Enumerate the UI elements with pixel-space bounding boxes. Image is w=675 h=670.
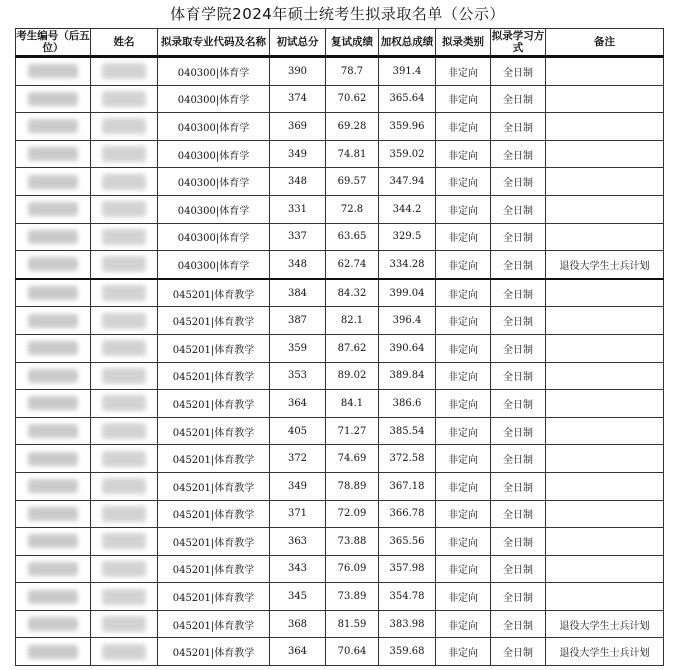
major-cell: 040300|体育学 <box>158 140 270 168</box>
retest-score-cell: 78.7 <box>326 57 379 86</box>
remark-cell <box>546 223 664 251</box>
candidate-id-cell-redacted <box>16 472 91 500</box>
redacted-block <box>102 313 146 329</box>
retest-score-cell: 82.1 <box>326 307 379 335</box>
initial-score-cell: 343 <box>270 555 326 583</box>
initial-score-cell: 353 <box>270 362 326 390</box>
remark-cell <box>546 113 664 141</box>
table-row <box>16 195 664 223</box>
candidate-id-cell-redacted <box>16 500 91 528</box>
study-mode-cell: 全日制 <box>491 57 546 86</box>
major-cell: 045201|体育教学 <box>158 279 270 307</box>
weighted-total-cell: 359.68 <box>379 638 436 666</box>
category-cell: 非定向 <box>436 251 491 279</box>
study-mode-cell: 全日制 <box>491 445 546 473</box>
candidate-id-cell-redacted <box>16 307 91 335</box>
remark-cell: 退役大学生士兵计划 <box>546 638 664 666</box>
retest-score-cell: 78.89 <box>326 472 379 500</box>
remark-cell <box>546 583 664 611</box>
weighted-total-cell: 329.5 <box>379 223 436 251</box>
major-cell: 045201|体育教学 <box>158 472 270 500</box>
category-cell: 非定向 <box>436 528 491 556</box>
table-row <box>16 555 664 583</box>
admission-table <box>15 28 664 666</box>
initial-score-cell: 387 <box>270 307 326 335</box>
remark-cell <box>546 417 664 445</box>
initial-score-cell: 372 <box>270 445 326 473</box>
major-cell: 045201|体育教学 <box>158 334 270 362</box>
category-cell: 非定向 <box>436 583 491 611</box>
initial-score-cell: 371 <box>270 500 326 528</box>
retest-score-cell: 69.57 <box>326 168 379 196</box>
initial-score-cell: 359 <box>270 334 326 362</box>
header-remark: 备注 <box>546 29 664 57</box>
redacted-block <box>102 561 146 577</box>
retest-score-cell: 84.1 <box>326 390 379 418</box>
redacted-block <box>28 617 78 631</box>
header-weighted-total: 加权总成绩 <box>379 29 436 57</box>
initial-score-cell: 337 <box>270 223 326 251</box>
remark-cell <box>546 195 664 223</box>
candidate-id-cell-redacted <box>16 334 91 362</box>
candidate-id-cell-redacted <box>16 57 91 86</box>
retest-score-cell: 69.28 <box>326 113 379 141</box>
remark-cell <box>546 390 664 418</box>
major-cell: 040300|体育学 <box>158 168 270 196</box>
redacted-block <box>28 64 78 78</box>
category-cell: 非定向 <box>436 334 491 362</box>
study-mode-cell: 全日制 <box>491 195 546 223</box>
category-cell: 非定向 <box>436 362 491 390</box>
header-initial-score: 初试总分 <box>270 29 326 57</box>
redacted-block <box>102 229 146 245</box>
category-cell: 非定向 <box>436 113 491 141</box>
retest-score-cell: 70.64 <box>326 638 379 666</box>
table-row <box>16 140 664 168</box>
redacted-block <box>102 91 146 107</box>
initial-score-cell: 349 <box>270 472 326 500</box>
retest-score-cell: 81.59 <box>326 610 379 638</box>
initial-score-cell: 364 <box>270 638 326 666</box>
redacted-block <box>28 452 78 466</box>
redacted-block <box>102 285 146 301</box>
category-cell: 非定向 <box>436 223 491 251</box>
name-cell-redacted <box>91 113 158 141</box>
remark-cell <box>546 472 664 500</box>
retest-score-cell: 76.09 <box>326 555 379 583</box>
weighted-total-cell: 365.64 <box>379 85 436 113</box>
retest-score-cell: 72.8 <box>326 195 379 223</box>
study-mode-cell: 全日制 <box>491 279 546 307</box>
candidate-id-cell-redacted <box>16 390 91 418</box>
redacted-block <box>102 644 146 660</box>
category-cell: 非定向 <box>436 168 491 196</box>
initial-score-cell: 369 <box>270 113 326 141</box>
weighted-total-cell: 354.78 <box>379 583 436 611</box>
initial-score-cell: 349 <box>270 140 326 168</box>
redacted-block <box>28 257 78 271</box>
table-row <box>16 610 664 638</box>
remark-cell <box>546 528 664 556</box>
table-body <box>16 57 664 666</box>
name-cell-redacted <box>91 57 158 86</box>
initial-score-cell: 363 <box>270 528 326 556</box>
candidate-id-cell-redacted <box>16 279 91 307</box>
redacted-block <box>102 395 146 411</box>
weighted-total-cell: 334.28 <box>379 251 436 279</box>
candidate-id-cell-redacted <box>16 113 91 141</box>
candidate-id-cell-redacted <box>16 583 91 611</box>
weighted-total-cell: 344.2 <box>379 195 436 223</box>
name-cell-redacted <box>91 168 158 196</box>
weighted-total-cell: 383.98 <box>379 610 436 638</box>
redacted-block <box>28 369 78 383</box>
major-cell: 040300|体育学 <box>158 251 270 279</box>
redacted-block <box>102 368 146 384</box>
redacted-block <box>102 201 146 217</box>
redacted-block <box>102 118 146 134</box>
redacted-block <box>102 589 146 605</box>
category-cell: 非定向 <box>436 195 491 223</box>
candidate-id-cell-redacted <box>16 417 91 445</box>
study-mode-cell: 全日制 <box>491 500 546 528</box>
category-cell: 非定向 <box>436 390 491 418</box>
name-cell-redacted <box>91 417 158 445</box>
retest-score-cell: 62.74 <box>326 251 379 279</box>
major-cell: 040300|体育学 <box>158 223 270 251</box>
table-row <box>16 307 664 335</box>
major-cell: 040300|体育学 <box>158 113 270 141</box>
candidate-id-cell-redacted <box>16 445 91 473</box>
retest-score-cell: 73.89 <box>326 583 379 611</box>
weighted-total-cell: 367.18 <box>379 472 436 500</box>
retest-score-cell: 87.62 <box>326 334 379 362</box>
category-cell: 非定向 <box>436 500 491 528</box>
redacted-block <box>28 230 78 244</box>
initial-score-cell: 364 <box>270 390 326 418</box>
major-cell: 045201|体育教学 <box>158 555 270 583</box>
weighted-total-cell: 365.56 <box>379 528 436 556</box>
weighted-total-cell: 389.84 <box>379 362 436 390</box>
study-mode-cell: 全日制 <box>491 417 546 445</box>
table-row <box>16 85 664 113</box>
study-mode-cell: 全日制 <box>491 390 546 418</box>
weighted-total-cell: 391.4 <box>379 57 436 86</box>
name-cell-redacted <box>91 279 158 307</box>
table-row <box>16 500 664 528</box>
table-row <box>16 279 664 307</box>
remark-cell <box>546 555 664 583</box>
category-cell: 非定向 <box>436 638 491 666</box>
initial-score-cell: 348 <box>270 251 326 279</box>
table-row <box>16 113 664 141</box>
weighted-total-cell: 366.78 <box>379 500 436 528</box>
candidate-id-cell-redacted <box>16 362 91 390</box>
name-cell-redacted <box>91 555 158 583</box>
table-row <box>16 334 664 362</box>
redacted-block <box>102 63 146 79</box>
header-candidate-id: 考生编号（后五位） <box>16 29 91 57</box>
redacted-block <box>102 174 146 190</box>
remark-cell <box>546 57 664 86</box>
table-row <box>16 57 664 86</box>
name-cell-redacted <box>91 85 158 113</box>
category-cell: 非定向 <box>436 57 491 86</box>
redacted-block <box>102 256 146 272</box>
redacted-block <box>28 562 78 576</box>
candidate-id-cell-redacted <box>16 555 91 583</box>
header-study-mode: 拟录学习方式 <box>491 29 546 57</box>
remark-cell <box>546 500 664 528</box>
candidate-id-cell-redacted <box>16 610 91 638</box>
redacted-block <box>28 507 78 521</box>
table-row <box>16 362 664 390</box>
major-cell: 045201|体育教学 <box>158 445 270 473</box>
initial-score-cell: 374 <box>270 85 326 113</box>
study-mode-cell: 全日制 <box>491 583 546 611</box>
table-header-row <box>16 29 664 57</box>
weighted-total-cell: 359.96 <box>379 113 436 141</box>
redacted-block <box>102 146 146 162</box>
weighted-total-cell: 372.58 <box>379 445 436 473</box>
redacted-block <box>28 202 78 216</box>
weighted-total-cell: 359.02 <box>379 140 436 168</box>
table-row <box>16 223 664 251</box>
retest-score-cell: 70.62 <box>326 85 379 113</box>
category-cell: 非定向 <box>436 610 491 638</box>
name-cell-redacted <box>91 195 158 223</box>
redacted-block <box>28 479 78 493</box>
name-cell-redacted <box>91 251 158 279</box>
weighted-total-cell: 390.64 <box>379 334 436 362</box>
header-retest-score: 复试成绩 <box>326 29 379 57</box>
candidate-id-cell-redacted <box>16 638 91 666</box>
initial-score-cell: 345 <box>270 583 326 611</box>
remark-cell <box>546 362 664 390</box>
redacted-block <box>28 396 78 410</box>
candidate-id-cell-redacted <box>16 168 91 196</box>
name-cell-redacted <box>91 362 158 390</box>
major-cell: 045201|体育教学 <box>158 417 270 445</box>
study-mode-cell: 全日制 <box>491 362 546 390</box>
name-cell-redacted <box>91 140 158 168</box>
category-cell: 非定向 <box>436 140 491 168</box>
initial-score-cell: 384 <box>270 279 326 307</box>
major-cell: 045201|体育教学 <box>158 610 270 638</box>
remark-cell <box>546 85 664 113</box>
redacted-block <box>28 590 78 604</box>
name-cell-redacted <box>91 528 158 556</box>
retest-score-cell: 73.88 <box>326 528 379 556</box>
study-mode-cell: 全日制 <box>491 251 546 279</box>
study-mode-cell: 全日制 <box>491 85 546 113</box>
weighted-total-cell: 396.4 <box>379 307 436 335</box>
redacted-block <box>28 175 78 189</box>
name-cell-redacted <box>91 390 158 418</box>
name-cell-redacted <box>91 638 158 666</box>
remark-cell <box>546 307 664 335</box>
category-cell: 非定向 <box>436 472 491 500</box>
study-mode-cell: 全日制 <box>491 113 546 141</box>
retest-score-cell: 84.32 <box>326 279 379 307</box>
initial-score-cell: 348 <box>270 168 326 196</box>
candidate-id-cell-redacted <box>16 528 91 556</box>
table-row <box>16 417 664 445</box>
study-mode-cell: 全日制 <box>491 140 546 168</box>
redacted-block <box>102 423 146 439</box>
table-row <box>16 528 664 556</box>
redacted-block <box>28 424 78 438</box>
major-cell: 045201|体育教学 <box>158 500 270 528</box>
weighted-total-cell: 386.6 <box>379 390 436 418</box>
candidate-id-cell-redacted <box>16 223 91 251</box>
retest-score-cell: 89.02 <box>326 362 379 390</box>
remark-cell <box>546 279 664 307</box>
category-cell: 非定向 <box>436 445 491 473</box>
remark-cell <box>546 334 664 362</box>
weighted-total-cell: 357.98 <box>379 555 436 583</box>
remark-cell <box>546 140 664 168</box>
redacted-block <box>102 340 146 356</box>
name-cell-redacted <box>91 610 158 638</box>
table-row <box>16 638 664 666</box>
remark-cell <box>546 168 664 196</box>
name-cell-redacted <box>91 472 158 500</box>
category-cell: 非定向 <box>436 307 491 335</box>
redacted-block <box>102 506 146 522</box>
table-row <box>16 390 664 418</box>
name-cell-redacted <box>91 307 158 335</box>
major-cell: 045201|体育教学 <box>158 638 270 666</box>
category-cell: 非定向 <box>436 85 491 113</box>
major-cell: 045201|体育教学 <box>158 583 270 611</box>
retest-score-cell: 63.65 <box>326 223 379 251</box>
table-row <box>16 168 664 196</box>
table-row <box>16 445 664 473</box>
weighted-total-cell: 399.04 <box>379 279 436 307</box>
weighted-total-cell: 347.94 <box>379 168 436 196</box>
table-row <box>16 472 664 500</box>
header-category: 拟录类别 <box>436 29 491 57</box>
redacted-block <box>28 341 78 355</box>
retest-score-cell: 74.69 <box>326 445 379 473</box>
redacted-block <box>102 533 146 549</box>
redacted-block <box>28 645 78 659</box>
category-cell: 非定向 <box>436 417 491 445</box>
candidate-id-cell-redacted <box>16 195 91 223</box>
major-cell: 045201|体育教学 <box>158 390 270 418</box>
remark-cell <box>546 445 664 473</box>
redacted-block <box>102 616 146 632</box>
major-cell: 040300|体育学 <box>158 195 270 223</box>
major-cell: 045201|体育教学 <box>158 362 270 390</box>
study-mode-cell: 全日制 <box>491 610 546 638</box>
remark-cell: 退役大学生士兵计划 <box>546 610 664 638</box>
candidate-id-cell-redacted <box>16 85 91 113</box>
name-cell-redacted <box>91 445 158 473</box>
redacted-block <box>28 534 78 548</box>
redacted-block <box>28 92 78 106</box>
category-cell: 非定向 <box>436 555 491 583</box>
redacted-block <box>102 478 146 494</box>
major-cell: 040300|体育学 <box>158 57 270 86</box>
table-row <box>16 251 664 279</box>
study-mode-cell: 全日制 <box>491 638 546 666</box>
study-mode-cell: 全日制 <box>491 168 546 196</box>
retest-score-cell: 71.27 <box>326 417 379 445</box>
redacted-block <box>28 314 78 328</box>
study-mode-cell: 全日制 <box>491 472 546 500</box>
header-name: 姓名 <box>91 29 158 57</box>
name-cell-redacted <box>91 500 158 528</box>
study-mode-cell: 全日制 <box>491 334 546 362</box>
study-mode-cell: 全日制 <box>491 307 546 335</box>
candidate-id-cell-redacted <box>16 140 91 168</box>
study-mode-cell: 全日制 <box>491 555 546 583</box>
name-cell-redacted <box>91 334 158 362</box>
redacted-block <box>28 286 78 300</box>
initial-score-cell: 390 <box>270 57 326 86</box>
category-cell: 非定向 <box>436 279 491 307</box>
page-title: 体育学院2024年硕士统考生拟录取名单（公示） <box>170 5 505 23</box>
retest-score-cell: 72.09 <box>326 500 379 528</box>
weighted-total-cell: 385.54 <box>379 417 436 445</box>
major-cell: 045201|体育教学 <box>158 528 270 556</box>
redacted-block <box>28 119 78 133</box>
redacted-block <box>28 147 78 161</box>
candidate-id-cell-redacted <box>16 251 91 279</box>
initial-score-cell: 368 <box>270 610 326 638</box>
study-mode-cell: 全日制 <box>491 223 546 251</box>
initial-score-cell: 331 <box>270 195 326 223</box>
header-major: 拟录取专业代码及名称 <box>158 29 270 57</box>
table-row <box>16 583 664 611</box>
name-cell-redacted <box>91 223 158 251</box>
study-mode-cell: 全日制 <box>491 528 546 556</box>
major-cell: 040300|体育学 <box>158 85 270 113</box>
redacted-block <box>102 451 146 467</box>
name-cell-redacted <box>91 583 158 611</box>
remark-cell: 退役大学生士兵计划 <box>546 251 664 279</box>
major-cell: 045201|体育教学 <box>158 307 270 335</box>
retest-score-cell: 74.81 <box>326 140 379 168</box>
initial-score-cell: 405 <box>270 417 326 445</box>
